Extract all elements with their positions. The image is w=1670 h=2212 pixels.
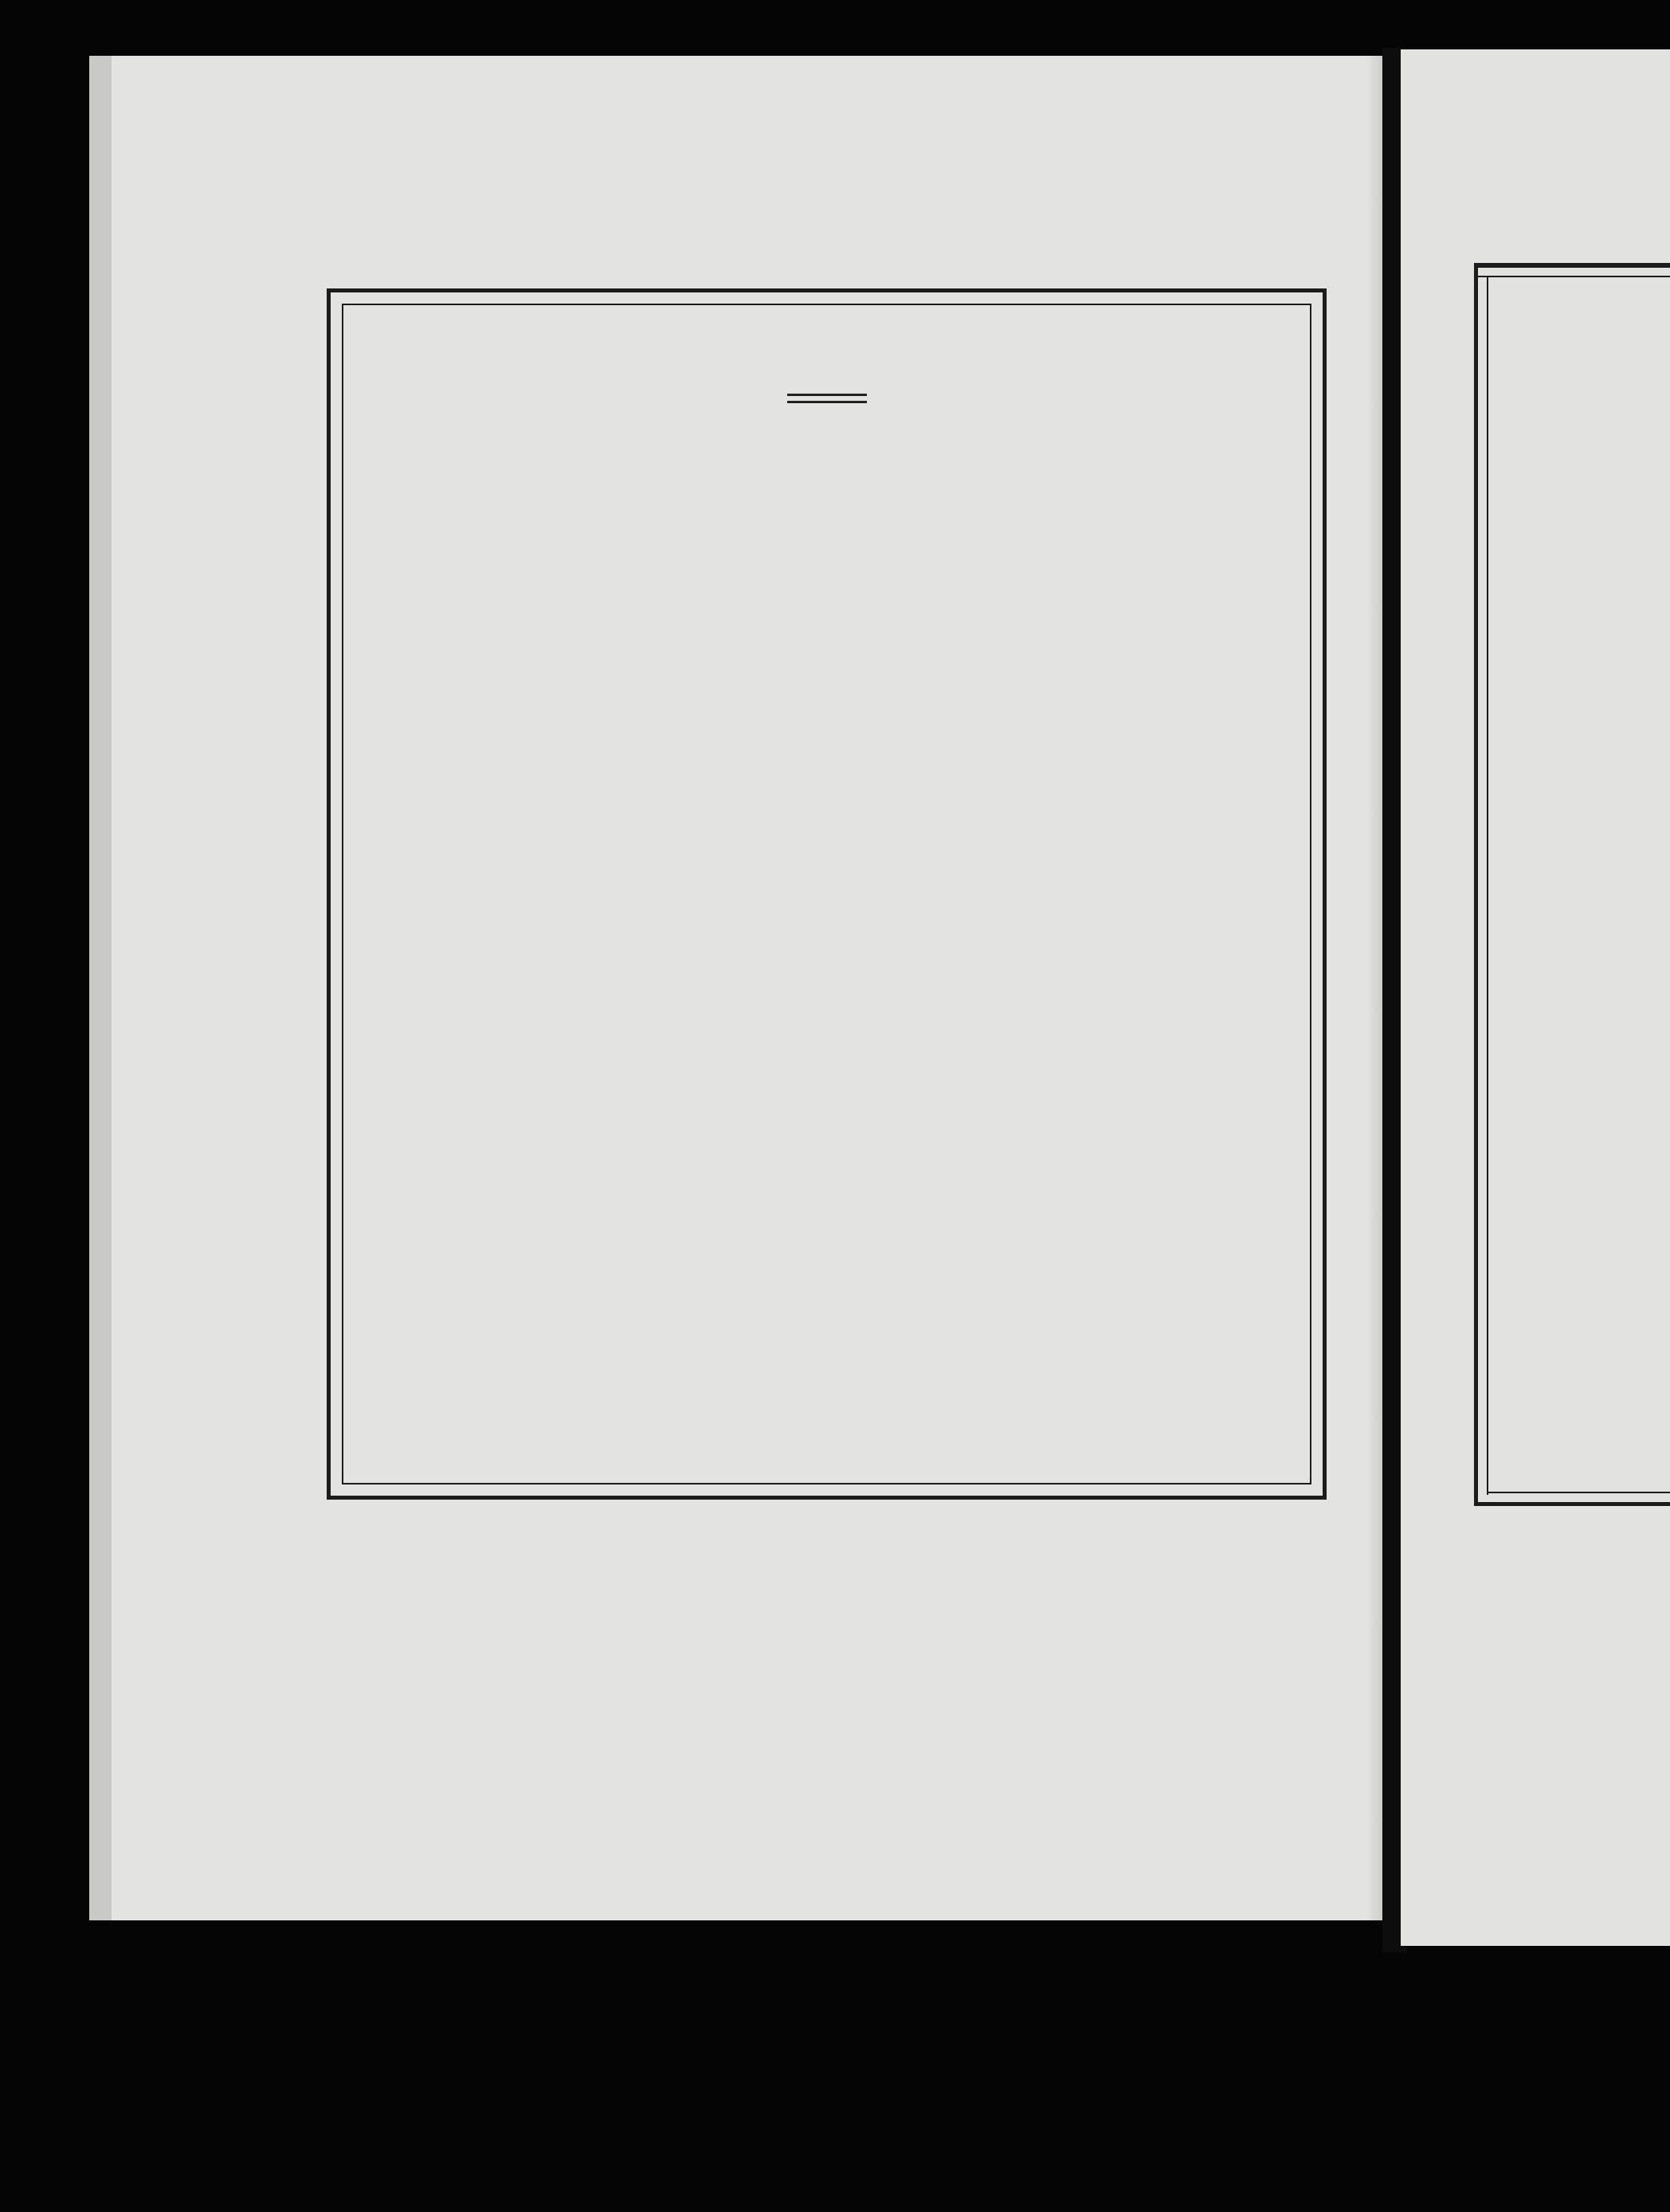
right-frame-side-inner — [1487, 276, 1488, 1495]
right-frame-top-inner — [1474, 276, 1670, 277]
right-frame-top — [1474, 263, 1670, 268]
page-frame — [327, 288, 1327, 1500]
right-frame-bottom — [1474, 1502, 1670, 1506]
page-head — [352, 317, 1304, 357]
right-page — [1401, 49, 1670, 1946]
divider-rule — [787, 394, 867, 396]
right-frame-bottom-inner — [1487, 1492, 1670, 1493]
page-content — [368, 382, 1286, 411]
right-frame-side — [1474, 263, 1478, 1506]
divider-rule — [787, 401, 867, 403]
page-frame-inner — [342, 304, 1311, 1484]
